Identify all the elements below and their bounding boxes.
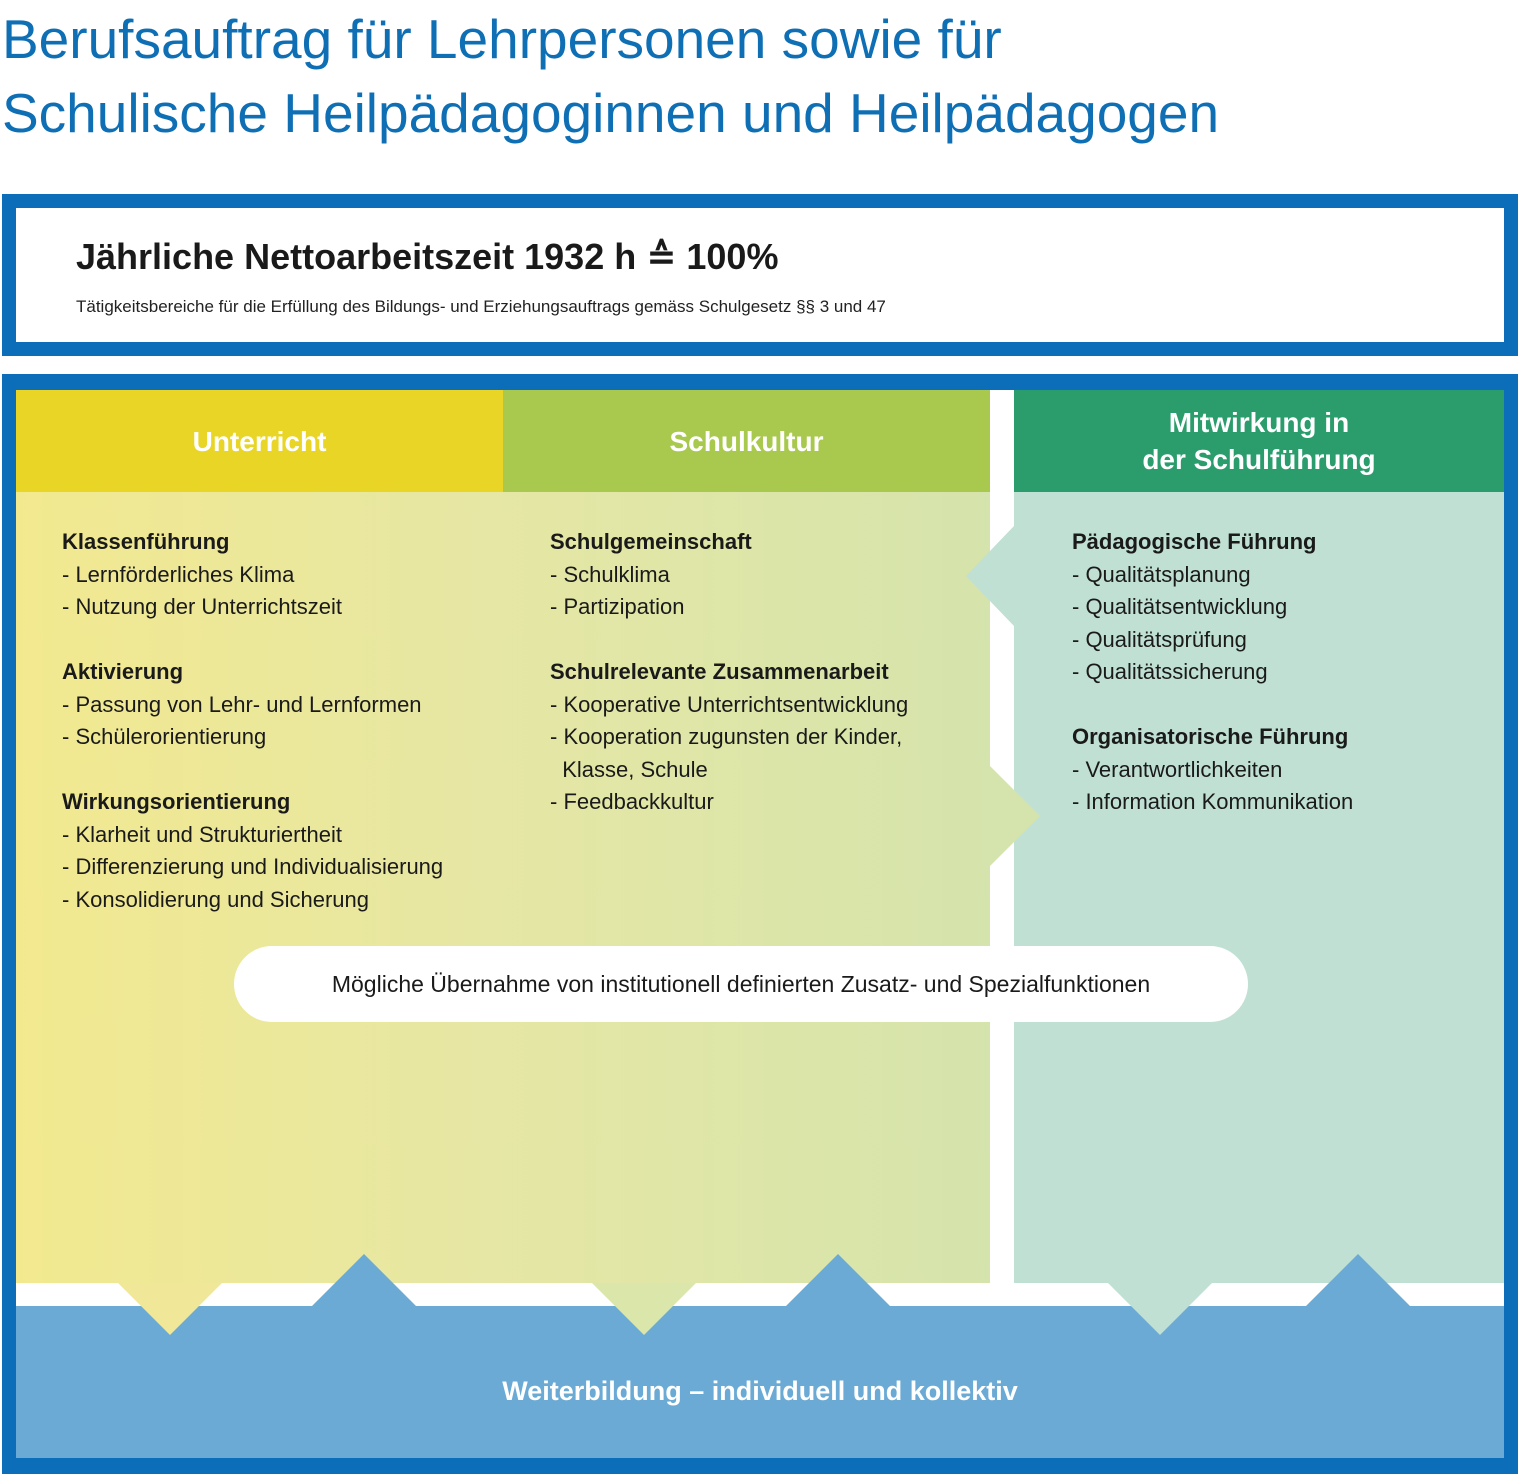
topic-item: - Nutzung der Unterrichtszeit [62, 594, 342, 619]
topic-item: - Verantwortlichkeiten [1072, 756, 1283, 782]
unterricht-content [62, 526, 443, 949]
topic-heading: Wirkungsorientierung [62, 789, 291, 814]
topic-group [62, 656, 443, 754]
topic-item: - Qualitätsprüfung [1072, 626, 1247, 652]
arrow-left-shape [966, 526, 1014, 626]
special-functions-pill: Mögliche Übernahme von institutionell definierten Zusatz- und Spezialfunktionen [234, 946, 1248, 1022]
topic-group [550, 656, 908, 819]
schulkultur-content [550, 526, 908, 851]
column-header-schulkultur [503, 390, 990, 492]
topic-group [1072, 721, 1353, 819]
topic-item: - Partizipation [550, 594, 685, 619]
areas-frame [2, 374, 1518, 1474]
weiterbildung-label [16, 1306, 1504, 1458]
topic-heading: Klassenführung [62, 529, 230, 554]
areas-panel [16, 390, 1504, 1458]
topic-group [550, 526, 908, 624]
topic-item: - Information Kommunikation [1072, 789, 1354, 814]
topic-group [1072, 526, 1353, 689]
topic-item: - Qualitätssicherung [1072, 659, 1268, 684]
topic-heading: Schulrelevante Zusammenarbeit [550, 659, 889, 684]
topic-group [62, 786, 443, 916]
column-header-unterricht-label: Unterricht [192, 425, 327, 457]
topic-item: - Schülerorientierung [62, 724, 267, 749]
topic-heading: Organisatorische Führung [1072, 724, 1349, 749]
topic-item: - Kooperation zugunsten der Kinder, [550, 724, 903, 749]
topic-item: - Qualitätsplanung [1072, 561, 1251, 587]
topic-item: - Qualitätsentwicklung [1072, 594, 1288, 619]
working-time-box [2, 194, 1518, 356]
topic-item: - Kooperative Unterrichtsentwicklung [550, 691, 909, 717]
topic-item: - Schulklima [550, 561, 670, 587]
arrow-up-schulkultur [786, 1254, 890, 1306]
topic-item: - Klarheit und Strukturiertheit [62, 821, 343, 847]
column-header-schulfuehrung [1014, 390, 1504, 492]
topic-item: - Differenzierung und Individualisierung [62, 854, 444, 879]
topic-heading: Pädagogische Führung [1072, 529, 1317, 554]
column-header-schulkultur-label: Schulkultur [669, 425, 824, 457]
page-title [2, 2, 1219, 150]
working-time-heading: Jährliche Nettoarbeitszeit 1932 h ≙ 100% [76, 236, 779, 277]
topic-item: Klasse, Schule [550, 756, 708, 782]
weiterbildung-label-text: Weiterbildung – individuell und kollektiv [502, 1375, 1018, 1406]
page-title-line-2: Schulische Heilpädagoginnen und Heilpädagogen [2, 82, 1220, 144]
page-title-line-1: Berufsauftrag für Lehrpersonen sowie für [2, 8, 1002, 70]
topic-group [62, 526, 443, 624]
topic-item: - Passung von Lehr- und Lernformen [62, 691, 422, 717]
arrow-up-unterricht [312, 1254, 416, 1306]
topic-item: - Konsolidierung und Sicherung [62, 886, 369, 912]
column-header-unterricht [16, 390, 503, 492]
arrow-right-shape [990, 766, 1040, 866]
topic-item: - Lernförderliches Klima [62, 561, 295, 587]
schulfuehrung-content [1072, 526, 1353, 851]
arrow-up-schulfuehrung [1306, 1254, 1410, 1306]
working-time-subtitle: Tätigkeitsbereiche für die Erfüllung des Bildungs- und Erziehungsauftrags gemäss Schulgesetz §§ 3 und 47 [76, 297, 886, 316]
topic-item: - Feedbackkultur [550, 789, 714, 814]
topic-heading: Aktivierung [62, 659, 184, 684]
topic-heading: Schulgemeinschaft [550, 529, 752, 554]
column-header-schulfuehrung-line-1: Mitwirkung in [1168, 407, 1350, 438]
column-header-schulfuehrung-line-2: der Schulführung [1142, 444, 1376, 475]
working-time-box-inner [16, 208, 1504, 342]
